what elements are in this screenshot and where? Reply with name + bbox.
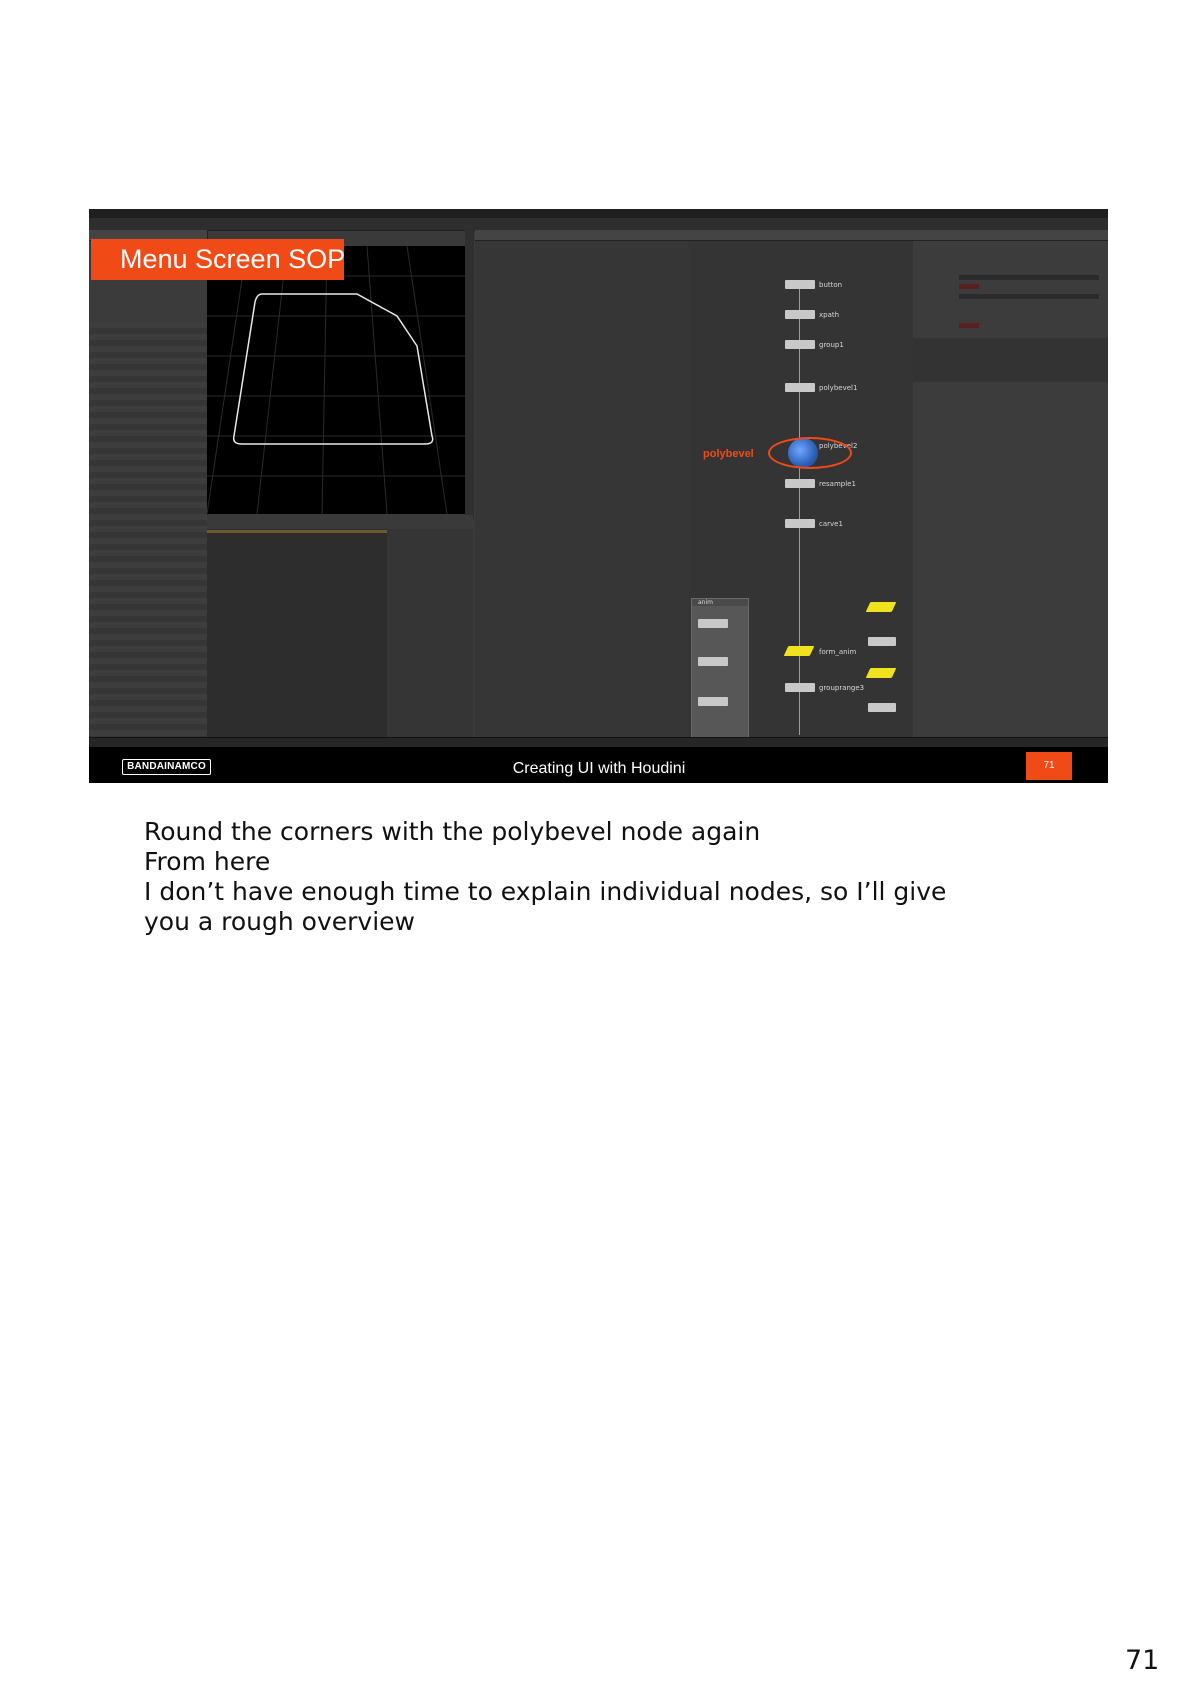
page-number: 71	[1125, 1645, 1160, 1676]
node-label: xpath	[819, 311, 840, 319]
notes-line: I don’t have enough time to explain individual nodes, so I’ll give	[144, 877, 947, 906]
notes-line: From here	[144, 847, 271, 876]
slide-tag: Menu Screen SOP	[91, 239, 344, 280]
slide-image	[89, 209, 1108, 783]
viewport-tool-strip	[465, 230, 474, 520]
notes-line: you a rough overview	[144, 907, 415, 936]
viewport-grid	[207, 246, 465, 514]
node-group1[interactable]	[785, 340, 815, 349]
node[interactable]	[868, 637, 896, 646]
viewport	[207, 246, 465, 514]
node-label: button	[819, 281, 843, 289]
node-label: group1	[819, 341, 844, 349]
highlight-ring	[768, 437, 852, 469]
footer-title: Creating UI with Houdini	[512, 760, 686, 777]
node-polybevel1[interactable]	[785, 383, 815, 392]
slide-number-badge: 71	[1026, 752, 1072, 780]
spreadsheet-pane	[207, 515, 473, 747]
node-grouprange3[interactable]	[785, 683, 815, 692]
subnet-box	[691, 598, 749, 739]
node[interactable]	[868, 703, 896, 712]
bandainamco-logo: BANDAINAMCO	[122, 759, 211, 775]
node-yellow[interactable]	[866, 668, 897, 678]
node-label: carve1	[819, 520, 843, 528]
menu-bar	[89, 209, 1108, 218]
node-form-anim[interactable]	[784, 646, 815, 656]
notes-line: Round the corners with the polybevel node again	[144, 817, 761, 846]
node-label: polybevel2	[819, 442, 858, 450]
node-label: resample1	[819, 480, 856, 488]
speaker-notes	[144, 817, 1104, 937]
node-xpath[interactable]	[785, 310, 815, 319]
node-button[interactable]	[785, 280, 815, 289]
node-yellow[interactable]	[866, 602, 897, 612]
houdini-screenshot	[89, 209, 1108, 747]
parameter-pane	[913, 230, 1108, 747]
subnet-label: anim	[692, 599, 748, 606]
scene-tree-pane	[89, 230, 208, 737]
node-label: polybevel1	[819, 384, 858, 392]
node-carve1[interactable]	[785, 519, 815, 528]
node-label: form_anim	[819, 648, 857, 656]
callout-label: polybevel	[703, 448, 754, 460]
node-resample1[interactable]	[785, 479, 815, 488]
network-pane-left	[475, 230, 689, 747]
node-label: grouprange3	[819, 684, 865, 692]
